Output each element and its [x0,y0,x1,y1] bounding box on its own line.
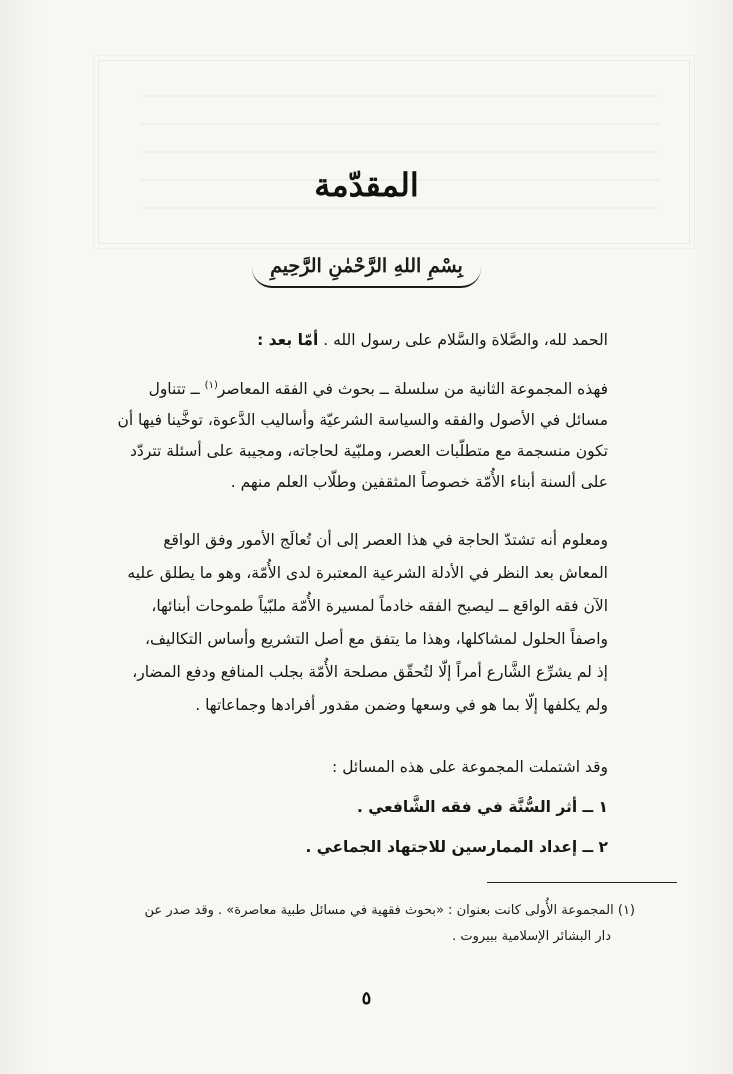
paragraph1-line: مسائل في الأصول والفقه والسياسة الشرعيّة وأساليب الدَّعوة، توخَّينا فيها أن [117,411,608,429]
paragraph2-line: ولم يكلفها إلّا بما هو في وسعها وضمن مقدور أفرادها وجماعاتها . [195,696,608,714]
list-item: ١ ــ أثر السُّنَّة في فقه الشَّافعي . [357,798,608,816]
paragraph2-line: ومعلوم أنه تشتدّ الحاجة في هذا العصر إلى أن تُعالَج الأمور وفق الواقع [163,531,608,549]
footnote-separator [487,882,677,883]
footnote-marker: (١) [204,379,218,391]
paragraph2-line: إذ لم يشرِّع الشَّارع أمراً إلّا لتُحقّق مصلحة الأُمّة بجلب المنافع ودفع المضار، [132,663,608,681]
list-intro: وقد اشتملت المجموعة على هذه المسائل : [332,758,608,776]
page-title: المقدّمة [314,166,419,204]
paragraph2-line: واصفاً الحلول لمشاكلها، وهذا ما يتفق مع أصل التشريع وأساس التكاليف، [145,630,608,648]
paragraph1-line [148,374,608,405]
page-number: ٥ [361,988,372,1009]
paragraph1-line: على ألسنة أبناء الأُمّة خصوصاً المثقفين وطلّاب العلم منهم . [230,473,608,491]
paragraph2-line: المعاش بعد النظر في الأدلة الشرعية المعتبرة لدى الأُمّة، وهو ما يطلق عليه [127,564,608,582]
paragraph2-line: الآن فقه الواقع ــ ليصبح الفقه خادماً لمسيرة الأُمّة ملبّياً طموحات أبنائها، [151,597,608,615]
paragraph1-line: تكون منسجمة مع متطلّبات العصر، وملبّية لحاجاته، ومجيبة على أسئلة تتردّد [130,442,608,460]
footnote-line: دار البشائر الإسلامية ببيروت . [452,929,611,944]
footnote-line: (١) المجموعة الأُولى كانت بعنوان : «بحوث فقهية في مسائل طبية معاصرة» . وقد صدر عن [144,903,635,918]
basmala-text: بِسْمِ اللهِ الرَّحْمٰنِ الرَّحِيمِ [252,246,481,288]
p1-line1-before: فهذه المجموعة الثانية من سلسلة ــ بحوث في الفقه المعاصر [217,380,608,398]
opening-line [176,325,608,356]
basmala-heading [0,246,733,288]
list-item: ٢ ــ إعداد الممارسين للاجتهاد الجماعي . [305,838,608,856]
amma-bad: أمّا بعد : [257,331,319,349]
p1-line1-after: ــ تتناول [148,380,200,398]
opening-text: الحمد لله، والصَّلاة والسَّلام على رسول الله . [323,331,608,349]
